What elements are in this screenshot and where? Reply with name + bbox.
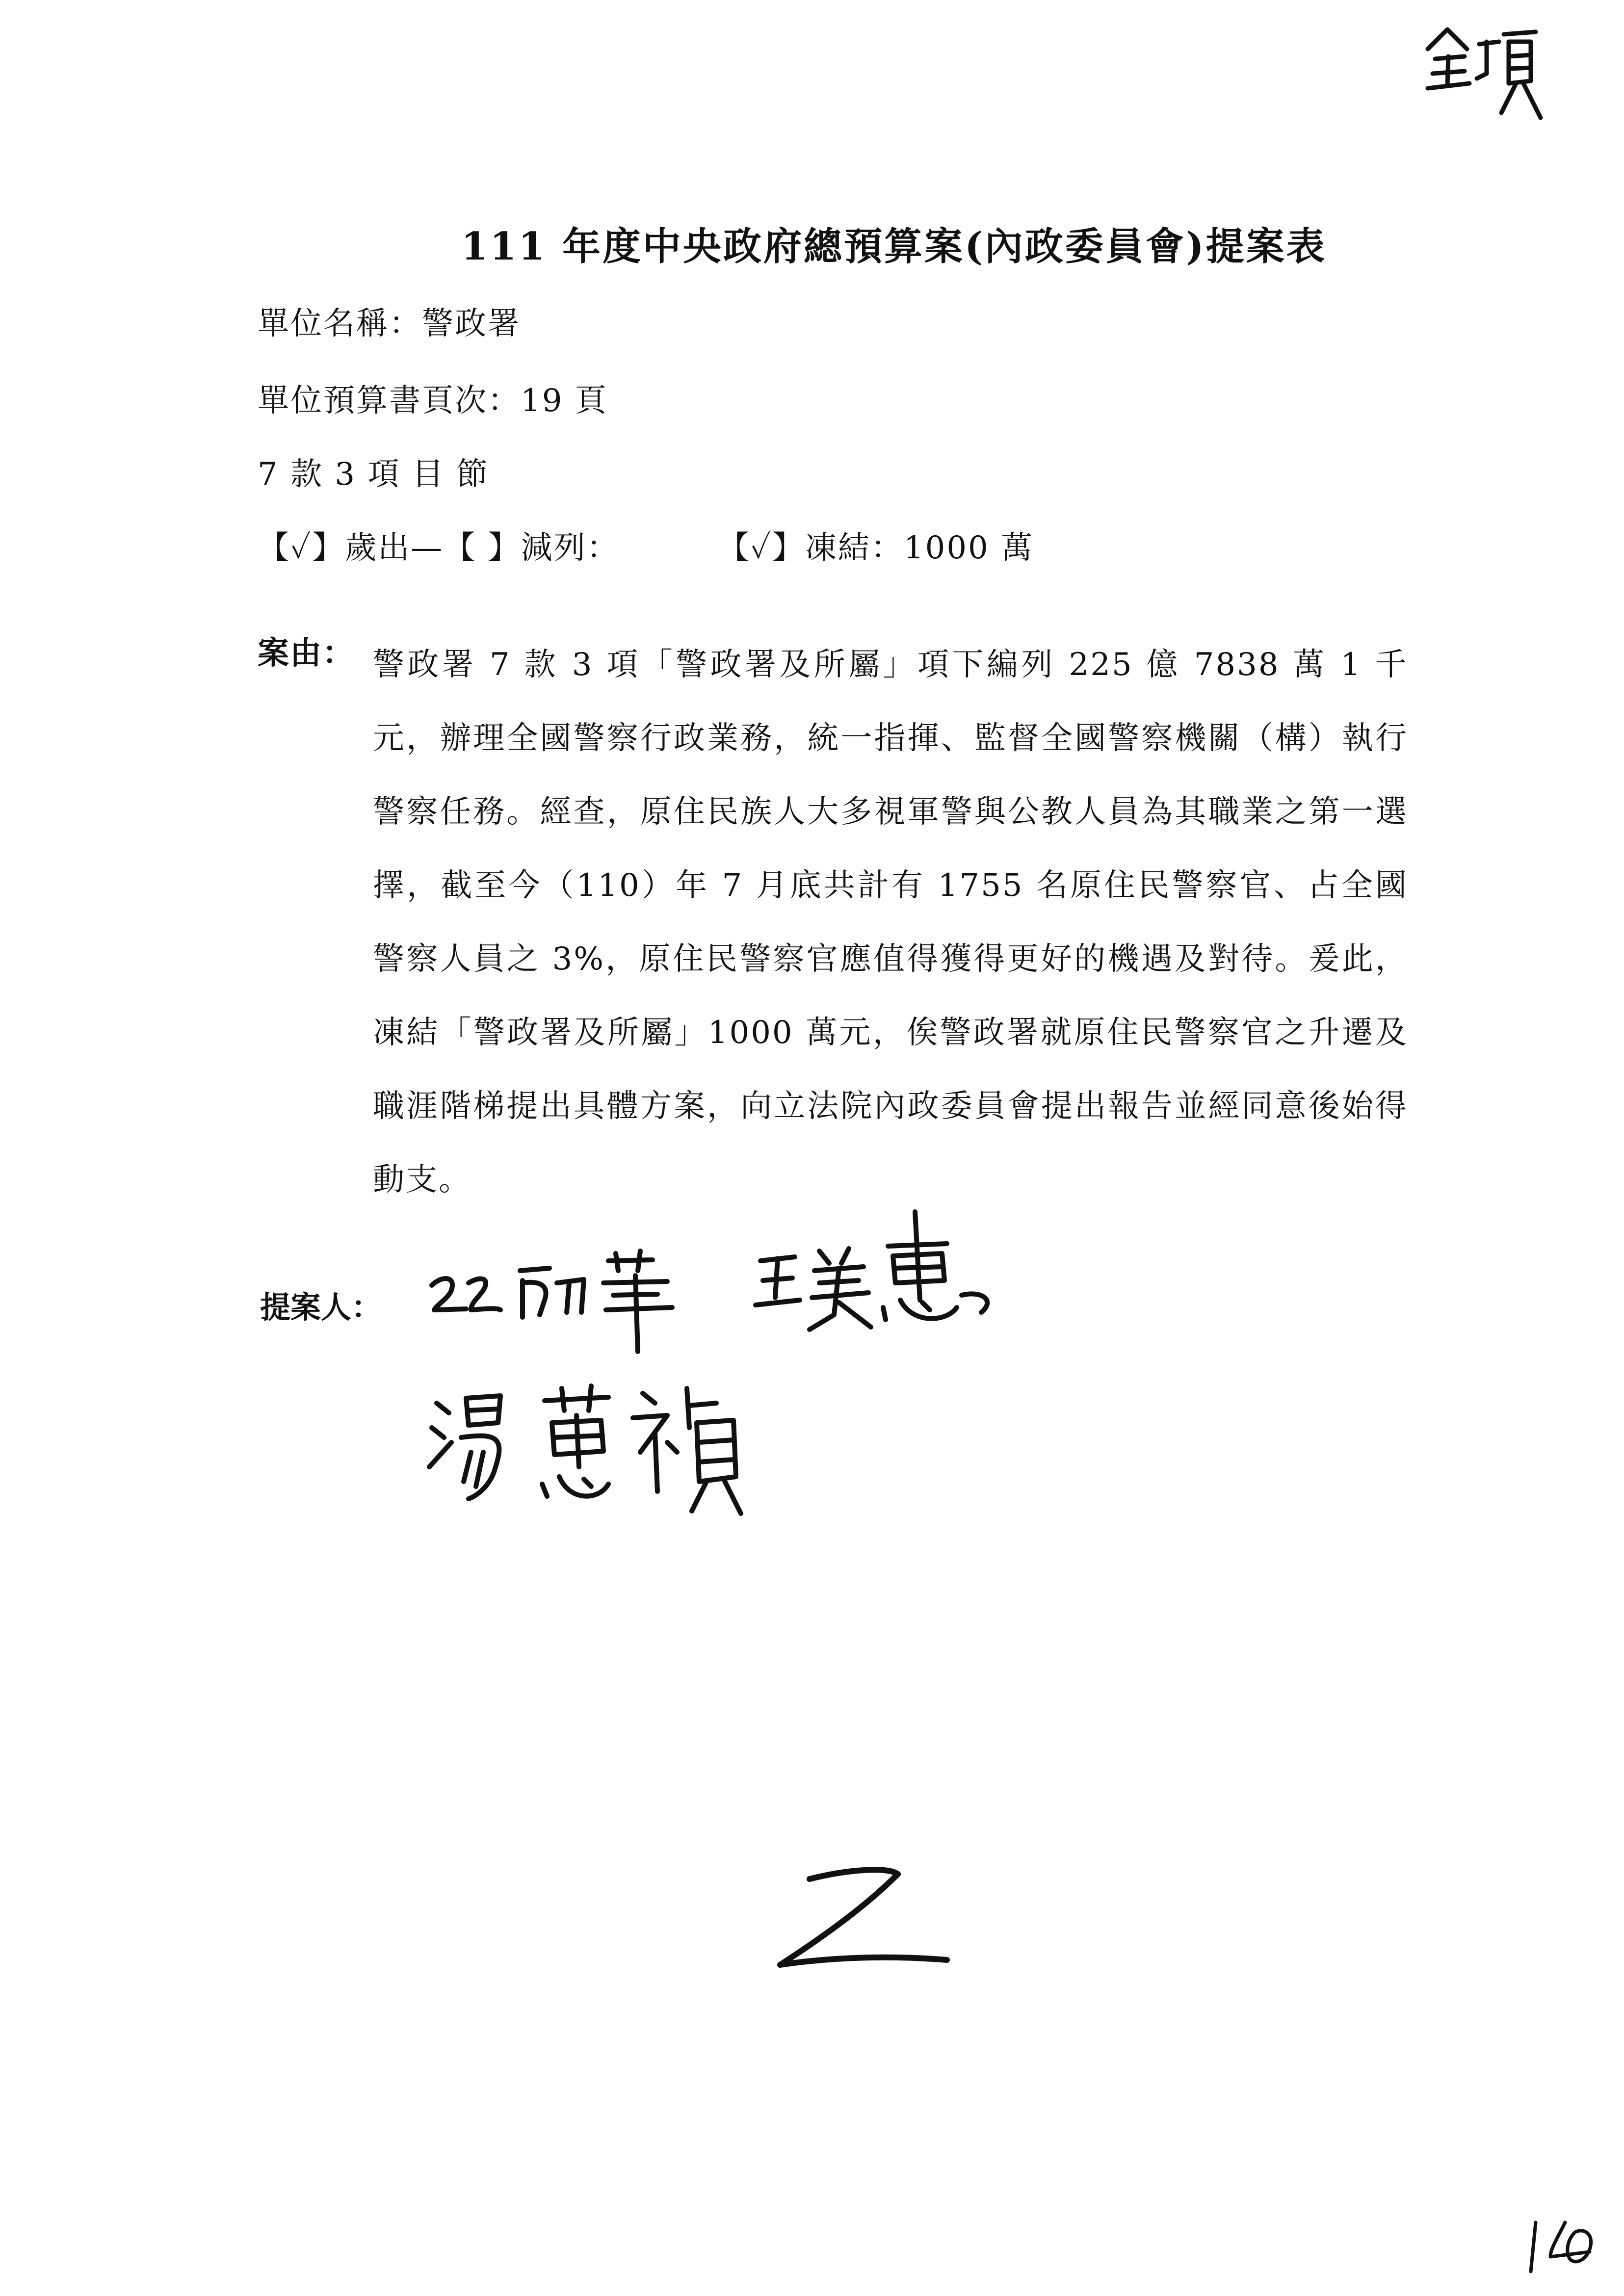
handwritten-page-number	[1521, 2213, 1604, 2281]
handwritten-center-mark	[770, 1859, 957, 1987]
unit-name: 單位名稱：警政署	[258, 306, 521, 342]
reason-text	[373, 628, 1408, 1217]
reason-paragraph: 警政署 7 款 3 項「警政署及所屬」項下編列 225 億 7838 萬 1 千元，辦理全國警察行政業務，統一指揮、監督全國警察機關（構）執行警察任務。經查，原住民族人大多視軍警與公教人員為其職業之第一選擇，截至今（110）年 7 月底共計有 1755 名原住民警察官、占全國警察人員之 3%，原住民警察官應值得獲得更好的機遇及對待。爰此，凍結「警政署及所屬」1000 萬元，俟警政署就原住民警察官之升遷及職涯階梯提出具體方案，向立法院內政委員會提出報告並經同意後始得動支。	[373, 647, 1408, 1198]
signature-3	[422, 1369, 765, 1526]
proposer-label: 提案人：	[260, 1289, 382, 1325]
expenditure-reduction-option: 【✓】歲出—【 】減列：	[258, 530, 620, 566]
budget-page: 單位預算書頁次：19 頁	[258, 383, 608, 419]
budget-category: 7 款 3 項 目 節	[258, 456, 490, 493]
budget-options	[258, 522, 1034, 568]
freeze-option: 【✓】凍結：1000 萬	[717, 530, 1034, 566]
signature-1	[422, 1236, 697, 1354]
document-title: 111 年度中央政府總預算案(內政委員會)提案表	[461, 224, 1327, 269]
signature-2	[751, 1202, 1006, 1339]
handwritten-note-top-right	[1418, 15, 1545, 128]
reason-label: 案由：	[258, 635, 355, 672]
